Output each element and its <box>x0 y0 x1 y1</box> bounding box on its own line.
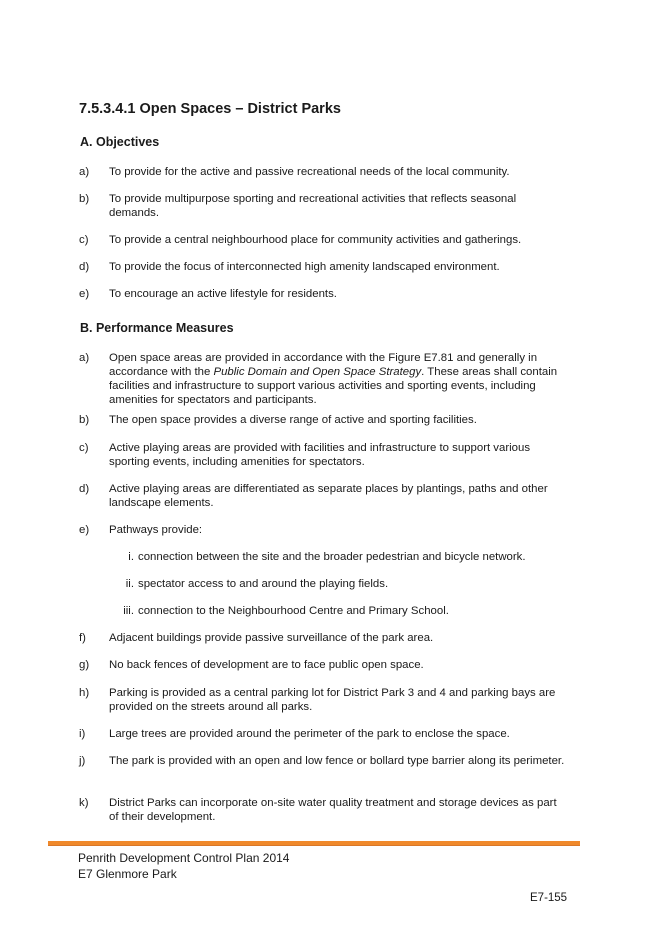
sub-item-text: spectator access to and around the playing fields. <box>138 578 389 590</box>
section-title: 7.5.3.4.1 Open Spaces – District Parks <box>79 101 341 117</box>
item-text: Large trees are provided around the perimeter of the park to enclose the space. <box>109 728 510 740</box>
item-label: e) <box>79 524 90 536</box>
item-text: Pathways provide: <box>109 524 203 536</box>
item-text: To encourage an active lifestyle for residents. <box>109 288 337 300</box>
item-text: No back fences of development are to face public open space. <box>109 659 424 671</box>
footer-plan-title: Penrith Development Control Plan 2014 <box>78 851 290 865</box>
item-label: b) <box>79 193 90 205</box>
item-text: Adjacent buildings provide passive surveillance of the park area. <box>109 632 434 644</box>
item-text-after: . These areas shall contain facilities and infrastructure to support various activities and sporting events, including amenities for spectators and participants. <box>109 366 558 406</box>
footer-rule <box>48 841 580 846</box>
item-text: Parking is provided as a central parking lot for District Park 3 and 4 and parking bays are provided on the streets around all parks. <box>109 687 556 713</box>
item-text: District Parks can incorporate on-site water quality treatment and storage devices as part of their development. <box>109 797 557 823</box>
item-label: a) <box>79 352 90 364</box>
footer-section-name: E7 Glenmore Park <box>78 867 177 881</box>
item-label: c) <box>79 234 89 246</box>
strategy-title: Public Domain and Open Space Strategy <box>213 366 422 378</box>
performance-heading: B. Performance Measures <box>80 321 234 335</box>
item-text <box>109 351 569 407</box>
item-label: j) <box>79 755 86 767</box>
item-label: c) <box>79 442 89 454</box>
item-label: a) <box>79 166 90 178</box>
item-text: To provide a central neighbourhood place for community activities and gatherings. <box>109 234 522 246</box>
item-label: d) <box>79 261 90 273</box>
item-label: f) <box>79 632 86 644</box>
item-label: i) <box>79 728 86 740</box>
objectives-heading: A. Objectives <box>80 135 160 149</box>
item-label: d) <box>79 483 90 495</box>
sub-item-label: ii. <box>125 578 134 590</box>
item-label: k) <box>79 797 89 809</box>
item-text: The park is provided with an open and low fence or bollard type barrier along its perimeter. <box>109 755 565 767</box>
sub-item-label: iii. <box>123 605 134 617</box>
page-number: E7-155 <box>530 892 568 904</box>
item-label: b) <box>79 414 90 426</box>
item-text: Active playing areas are differentiated as separate places by plantings, paths and other landscape elements. <box>109 483 548 509</box>
item-text: To provide multipurpose sporting and recreational activities that reflects seasonal demands. <box>109 193 517 219</box>
item-text: To provide the focus of interconnected high amenity landscaped environment. <box>109 261 500 273</box>
sub-item-text: connection to the Neighbourhood Centre and Primary School. <box>138 605 449 617</box>
sub-item-text: connection between the site and the broader pedestrian and bicycle network. <box>138 551 526 563</box>
item-text: Active playing areas are provided with facilities and infrastructure to support various sporting events, including amenities for spectators. <box>109 442 531 468</box>
item-text: The open space provides a diverse range of active and sporting facilities. <box>109 414 477 426</box>
item-text: To provide for the active and passive recreational needs of the local community. <box>109 166 510 178</box>
item-label: g) <box>79 659 90 671</box>
item-text-before: Open space areas are provided in accordance with the Figure E7.81 and generally in accordance with the <box>109 352 538 378</box>
sub-item-label: i. <box>128 551 134 563</box>
item-label: h) <box>79 687 90 699</box>
item-label: e) <box>79 288 90 300</box>
